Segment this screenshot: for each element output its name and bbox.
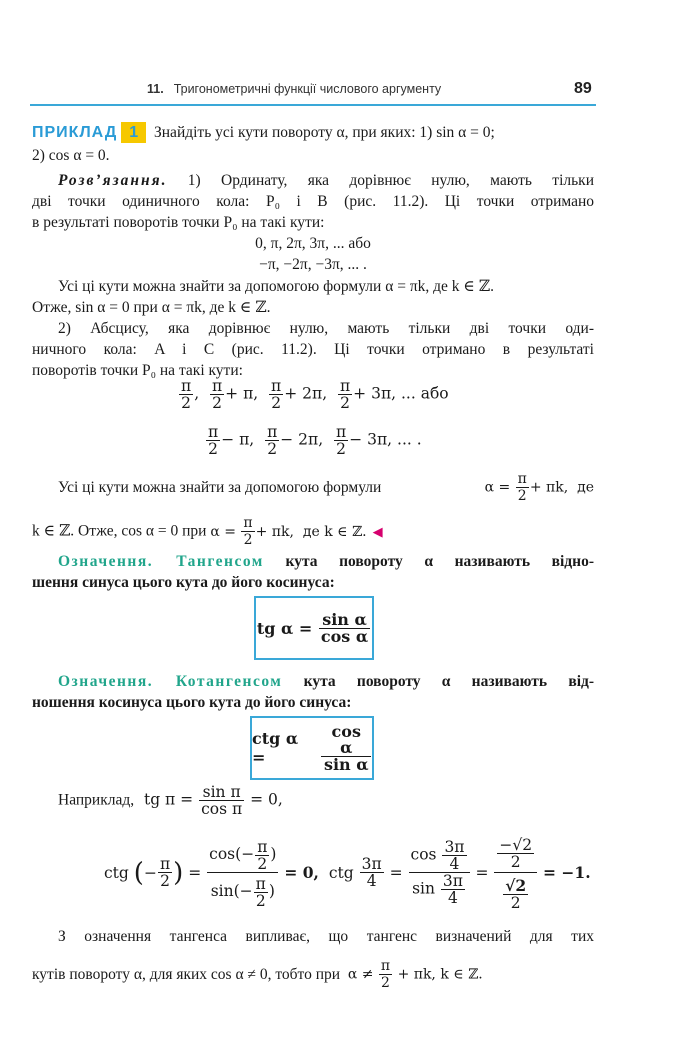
closing-text: кутів повороту α, для яких cos α ≠ 0, тобто при [32,965,341,983]
numerator: √2 [505,875,527,895]
denominator: 2 [241,531,254,548]
tg-alpha-label: tg α = [256,618,313,638]
numerator: π [267,423,278,441]
example-tg-pi [58,784,283,817]
tg-pi-label: tg π = [143,790,194,809]
fraction-pi-2 [338,378,352,411]
denominator: 4 [442,855,466,872]
angles-row1: 0, π, 2π, 3π, ... або [255,235,371,252]
fraction-cos-over-sin [207,836,278,909]
closing-line2 [32,958,483,991]
numerator: π [211,377,223,395]
formula-line2: Отже, sin α = 0 при α = πk, де k ∈ ℤ. [32,299,271,316]
chapter-title: Тригонометричні функції числового аргументу [173,82,442,96]
running-header [147,82,441,96]
numerator: π [336,423,347,441]
def-cotangent-text: кута повороту α називають від- [303,673,595,690]
ctg-alpha-label: ctg α = [252,729,299,767]
numerator: π [159,855,171,873]
example-ctg [104,832,591,913]
def-tangent-text: кута повороту α називають відно- [285,553,594,570]
where-word: де [577,479,594,496]
closing-line1: З означення тангенса випливає, що тангенс визначений для тих [58,928,594,945]
fraction-sqrt2-2 [503,875,528,912]
denominator: 2 [338,394,352,411]
numerator: cos(− $\frac{\pi}{2}$ ) [209,837,277,873]
numerator: π [255,874,266,893]
denominator: 4 [360,872,384,889]
chapter-number: 11. [147,82,164,96]
fraction-cos-sin [321,721,371,774]
denominator: 2 [269,394,283,411]
ctg-label: ctg [104,863,129,882]
end-of-solution-icon: ◀ [372,523,383,539]
where-word: де k ∈ ℤ. [302,523,367,540]
denominator: 2 [516,487,529,504]
denominator: cos π [201,800,243,818]
example-number: 1 [121,122,146,143]
eq-sign: = [188,863,202,882]
fraction-sinpi-cospi [199,784,244,817]
example-task-line2: 2) cos α = 0. [32,147,110,164]
fraction-pi-2 [206,424,220,457]
solution2-line3: поворотів точки P₀ на такі кути: [32,362,243,379]
denominator: 2 [334,440,348,457]
fraction-3pi-4 [360,856,384,889]
formula-cos-line1 [58,471,594,504]
denominator: 2 [265,440,279,457]
minus-sign: − [241,845,255,863]
denominator [409,872,470,906]
example-label: ПРИКЛАД [32,124,118,141]
term: + π, [225,384,259,403]
numerator: π [257,837,268,856]
numerator: sin α [322,609,367,629]
numerator: π [243,515,253,531]
def-tangent-line2: шення синуса цього кута до його косинуса: [32,574,335,591]
term: + πk, [529,479,569,496]
fraction-pi-2 [254,876,268,909]
denominator [494,872,537,913]
left-paren: ( [133,857,144,888]
denominator: 4 [441,889,465,906]
example-task-line1 [32,122,594,143]
formula-line1: Усі ці кути можна знайти за допомогою формули α = πk, де k ∈ ℤ. [58,278,494,295]
def-tangent-line1 [32,551,594,572]
formula-cos-text: Усі ці кути можна знайти за допомогою формули [58,478,382,496]
denominator: sin α [321,756,371,773]
numerator: sin π [202,783,241,801]
example-task-text: Знайдіть усі кути повороту α, при яких: 1) sin α = 0; [154,124,495,141]
numerator: −√2 [499,835,533,854]
fraction-row1: $\frac{\pi}{2}$ , $\frac{\pi}{2}$ + π, $\frac{\pi}{2}$ + 2π, $\frac{\pi}{2}$ + 3π, ... або [181,377,449,412]
fraction-3pi-4 [442,839,466,872]
fraction-pi-2 [269,378,283,411]
fraction-neg-sqrt2-2 [497,837,534,870]
numerator: π [380,958,391,974]
alpha-eq: α = [484,479,511,496]
fraction-pi-2 [516,471,529,504]
eq-neg-one: = −1. [543,863,591,882]
denominator: cos α [320,626,369,646]
cos-fn: cos [410,845,437,864]
formula-cos-conclusion: k ∈ ℤ. Отже, cos α = 0 при [32,522,207,540]
tangent-formula-box [254,596,374,660]
fraction-row2: $\frac{\pi}{2}$ − π, $\frac{\pi}{2}$ − 2π, $\frac{\pi}{2}$ − 3π, ... . [208,423,422,458]
minus-sign: − [239,882,253,900]
sin-fn: sin [210,882,234,900]
fraction-sin-cos [319,609,370,646]
denominator: 2 [255,855,269,872]
fraction-pi-2 [179,378,193,411]
solution-text: 1) Ординату, яка дорівнює нулю, мають тільки [187,172,595,189]
numerator: π [517,471,527,487]
solution-title: Розв’язання. [58,172,168,189]
denominator: 2 [158,872,172,889]
header-rule [30,104,596,106]
ctg-label: ctg [328,863,354,882]
term: + πk, [255,523,294,540]
solution-line1 [32,170,594,191]
formula-cos-expr2 [210,515,367,548]
numerator: π [271,377,282,395]
fraction-sqrt2-values [494,832,537,913]
fraction-pi-2 [255,839,269,872]
solution2-line2: ничного кола: A і C (рис. 11.2). Ці точки отримано в результаті [32,341,594,358]
term: + 2π, [284,384,328,403]
numerator [409,839,470,872]
fraction-pi-2 [265,424,279,457]
fraction-pi-2 [334,424,348,457]
numerator [494,832,537,872]
eq-zero: = 0, [284,863,319,882]
eq-sign: = [389,863,403,882]
denominator: 2 [206,440,220,457]
for-example-text: Наприклад, [58,791,135,809]
numerator: 3π [444,838,465,856]
numerator: π [181,377,192,395]
numerator: 3π [442,872,463,890]
fraction-pi-2 [158,856,172,889]
angles-row2: −π, −2π, −3π, ... . [259,256,367,273]
term: + 3π, [353,384,397,403]
solution-line3: в результаті поворотів точки P₀ на такі кути: [32,214,325,231]
fraction-pi-2 [210,378,224,411]
formula-cos-line2 [32,515,383,548]
right-paren: ) [173,857,184,888]
denominator: 2 [497,853,534,870]
denominator: 2 [179,394,193,411]
numerator: π [339,377,351,395]
def-cotangent-line1 [32,671,594,692]
term: − 3π, [349,430,393,449]
alpha-eq: α = [210,523,236,540]
minus-sign: − [143,863,157,882]
def-tangent-label: Означення. Тангенсом [58,553,264,570]
row-tail: або [420,384,449,403]
term: − π, [221,430,255,449]
numerator: cos α [331,721,361,757]
solution2-line1: 2) Абсцису, яка дорівнює нулю, мають тільки дві точки оди- [58,320,594,337]
cos-fn: cos [209,845,236,863]
def-cotangent-line2: ношення косинуса цього кута до його синуса: [32,694,352,711]
numerator: 3π [361,855,382,873]
numerator: π [208,423,219,441]
term: + πk, k ∈ ℤ. [397,966,483,983]
fraction-pi-2 [241,515,254,548]
row-tail: . [416,430,422,449]
term: − 2π, [280,430,324,449]
denominator: 2 [254,892,268,909]
fraction-3pi-4 [441,873,465,906]
eq-zero: = 0, [250,790,283,809]
formula-cos-expr [485,471,594,504]
denominator: 2 [503,894,528,911]
denominator: 2 [379,974,392,991]
denominator: 2 [210,394,224,411]
fraction-pi-2 [379,958,392,991]
alpha-neq: α ≠ [347,966,374,983]
solution-line2: дві точки одиничного кола: P₀ і B (рис. 11.2). Ці точки отримано [32,193,594,210]
cotangent-formula-box [250,716,374,780]
denominator: sin(− $\frac{\pi}{2}$ ) [207,872,278,909]
page-number: 89 [574,80,592,97]
fraction-cos3pi4-sin3pi4 [409,839,470,906]
def-cotangent-label: Означення. Котангенсом [58,673,283,690]
eq-sign: = [475,863,489,882]
sin-fn: sin [412,879,435,898]
closing-expr [348,958,483,991]
